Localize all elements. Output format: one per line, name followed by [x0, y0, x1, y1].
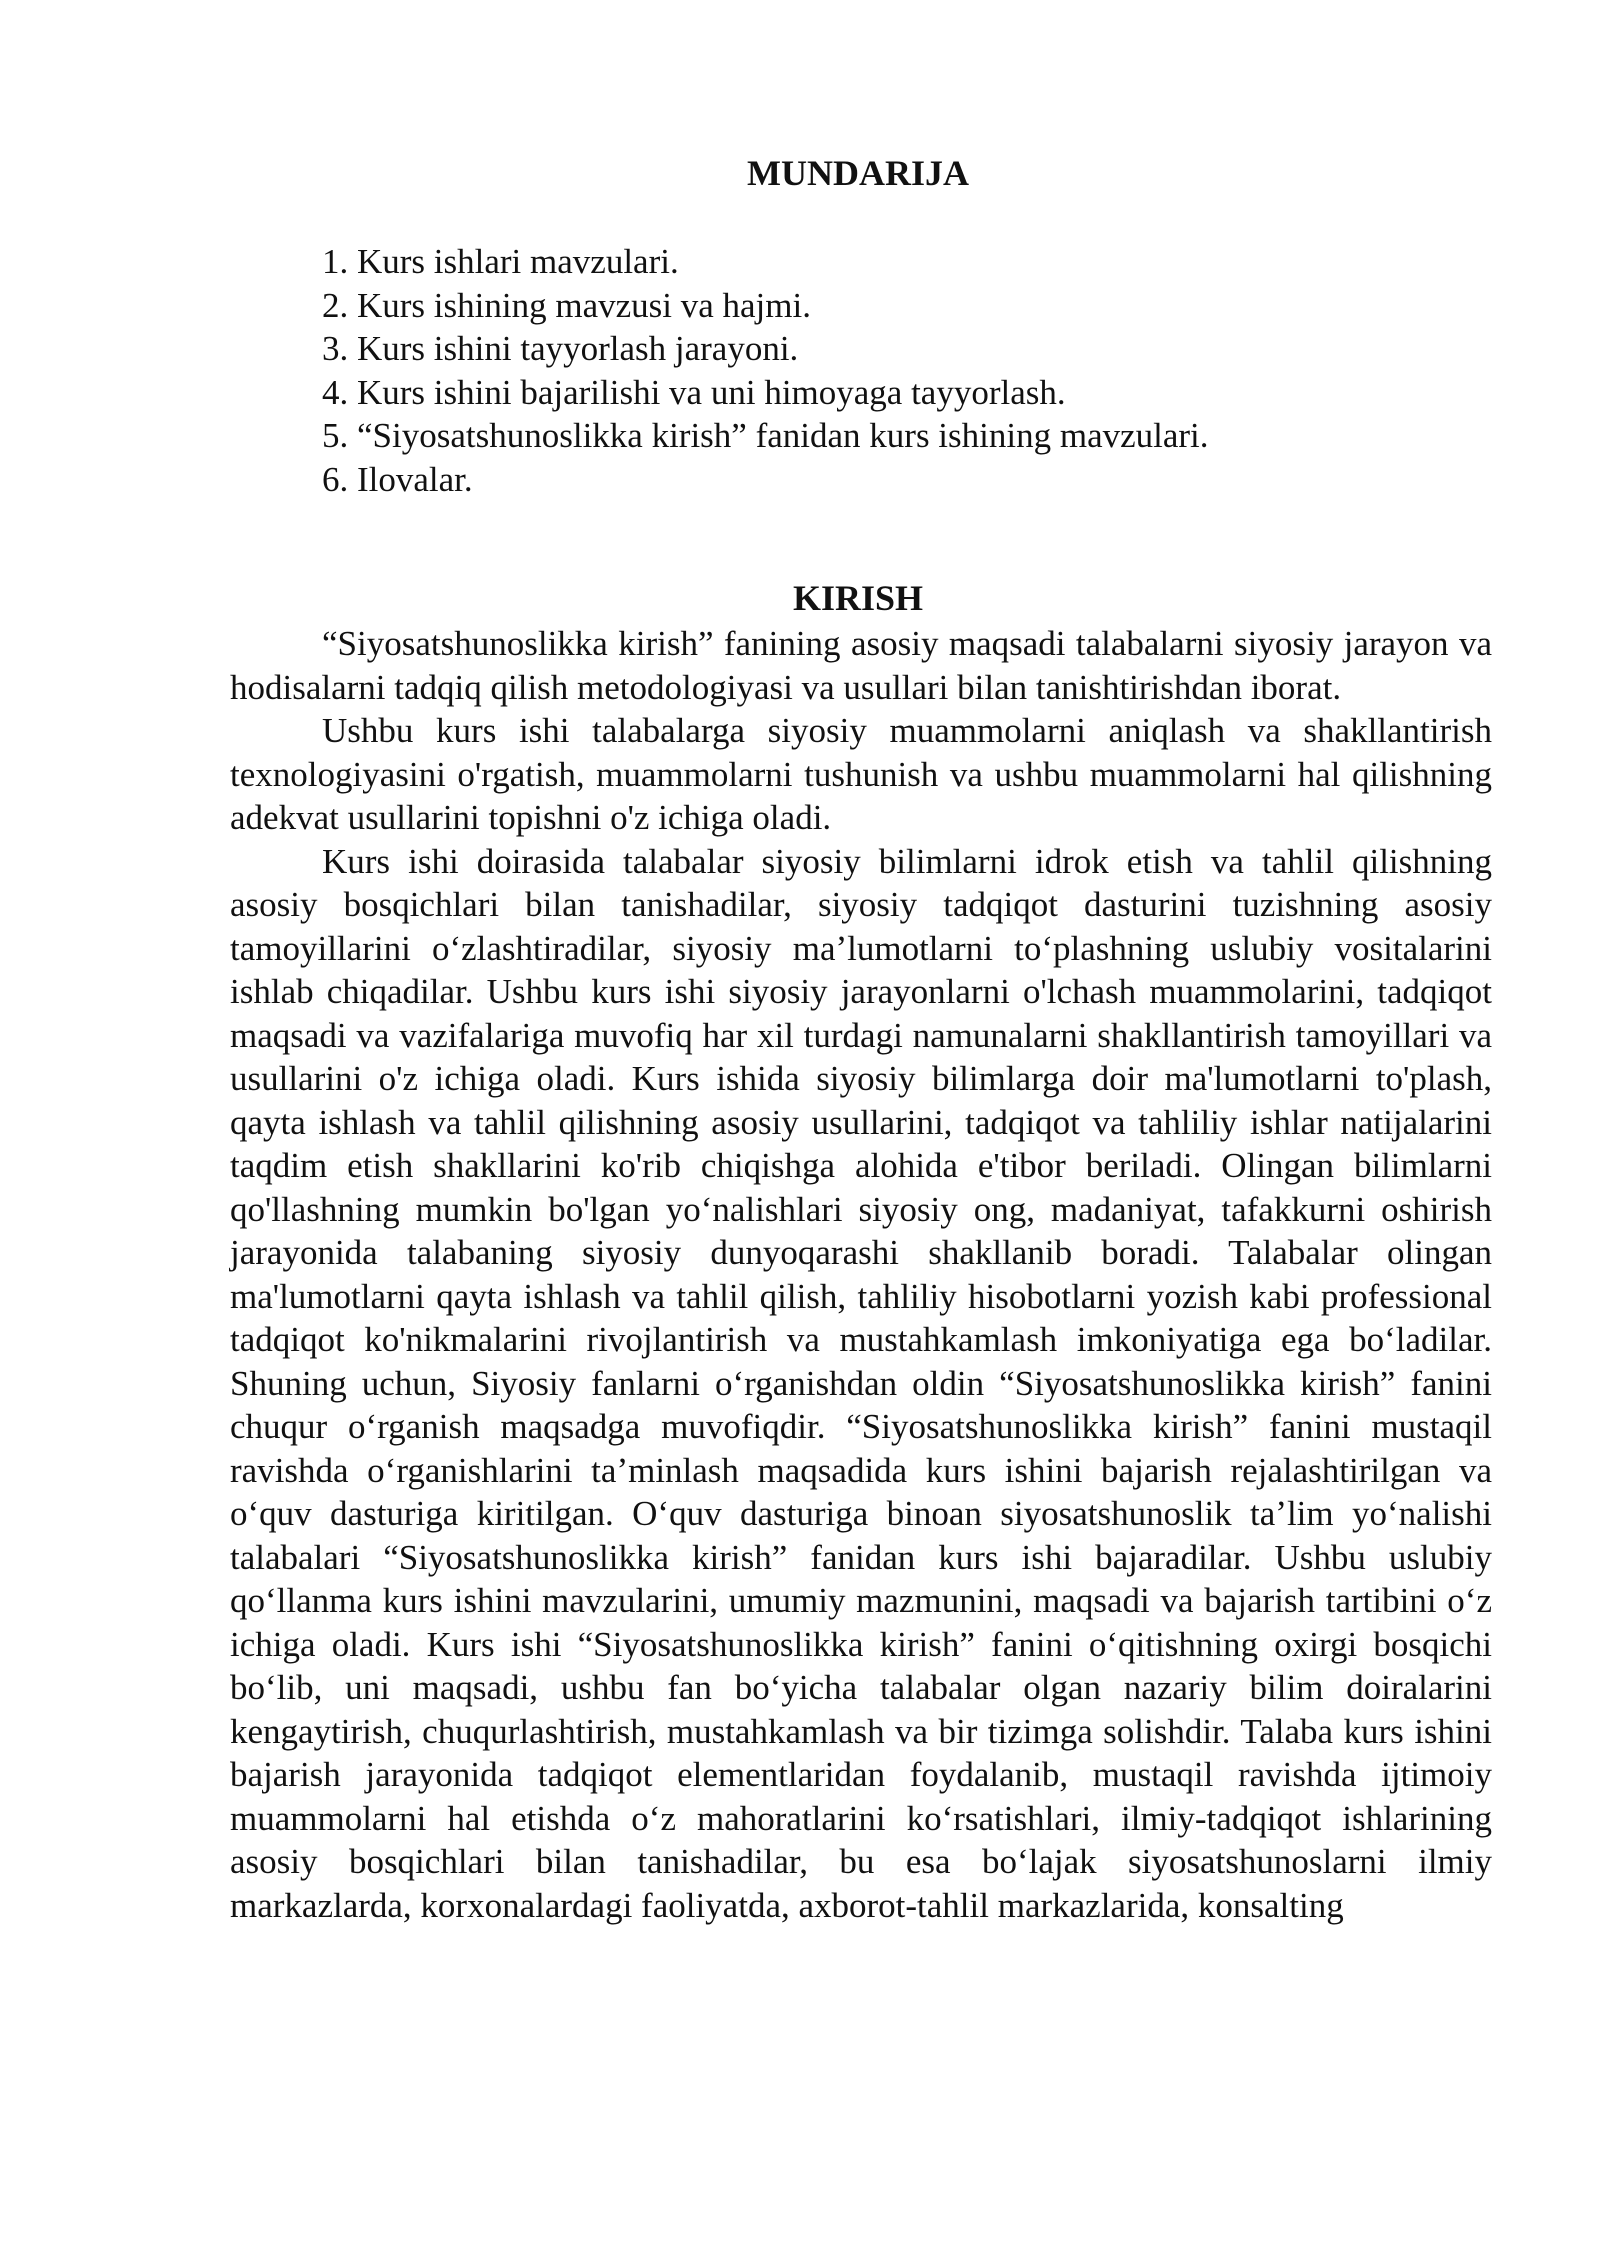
intro-title: KIRISH	[792, 578, 924, 618]
toc-item: 3. Kurs ishini tayyorlash jarayoni.	[322, 329, 799, 368]
intro-body	[230, 622, 1492, 1927]
intro-paragraph: Kurs ishi doirasida talabalar siyosiy bilimlarni idrok etish va tahlil qilishning asosiy bosqichlari bilan tanishadilar, siyosiy tadqiqot dasturini tuzishning asosiy tamoyillarini oʻzlashtiradilar, siyosiy maʼlumotlarni toʻplashning uslubiy vositalarini ishlab chiqadilar. Ushbu kurs ishi siyosiy jarayonlarni o'lchash muammolarini, tadqiqot maqsadi va vazifalariga muvofiq har xil turdagi namunalarni shakllantirish tamoyillari va usullarini o'z ichiga oladi. Kurs ishida siyosiy bilimlarga doir ma'lumotlarni to'plash, qayta ishlash va tahlil qilishning asosiy usullarini, tadqiqot va tahliliy ishlar natijalarini taqdim etish shakllarini ko'rib chiqishga alohida e'tibor beriladi. Olingan bilimlarni qo'llashning mumkin bo'lgan yoʻnalishlari siyosiy ong, madaniyat, tafakkurni oshirish jarayonida talabaning siyosiy dunyoqarashi shakllanib boradi. Talabalar olingan ma'lumotlarni qayta ishlash va tahlil qilish, tahliliy hisobotlarni yozish kabi professional tadqiqot ko'nikmalarini rivojlantirish va mustahkamlash imkoniyatiga ega boʻladilar. Shuning uchun, Siyosiy fanlarni oʻrganishdan oldin “Siyosatshunoslikka kirish” fanini chuqur oʻrganish maqsadga muvofiqdir. “Siyosatshunoslikka kirish” fanini mustaqil ravishda oʻrganishlarini taʼminlash maqsadida kurs ishini bajarish rejalashtirilgan va oʻquv dasturiga kiritilgan. Oʻquv dasturiga binoan siyosatshunoslik taʼlim yoʻnalishi talabalari “Siyosatshunoslikka kirish” fanidan kurs ishi bajaradilar. Ushbu uslubiy qoʻllanma kurs ishini mavzularini, umumiy mazmunini, maqsadi va bajarish tartibini oʻz ichiga oladi. Kurs ishi “Siyosatshunoslikka kirish” fanini oʻqitishning oxirgi bosqichi boʻlib, uni maqsadi, ushbu fan boʻyicha talabalar olgan nazariy bilim doiralarini kengaytirish, chuqurlashtirish, mustahkamlash va bir tizimga solishdir. Talaba kurs ishini bajarish jarayonida tadqiqot elementlaridan foydalanib, mustaqil ravishda ijtimoiy muammolarni hal etishda oʻz mahoratlarini koʻrsatishlari, ilmiy-tadqiqot ishlarining asosiy bosqichlari bilan tanishadilar, bu esa boʻlajak siyosatshunoslarni ilmiy markazlarda, korxonalardagi faoliyatda, axborot-tahlil markazlarida, konsalting	[230, 841, 1492, 1925]
toc-item: 5. “Siyosatshunoslikka kirish” fanidan kurs ishining mavzulari.	[322, 416, 1209, 455]
intro-paragraph: “Siyosatshunoslikka kirish” fanining asosiy maqsadi talabalarni siyosiy jarayon va hodisalarni tadqiq qilish metodologiyasi va usullari bilan tanishtirishdan iborat.	[230, 624, 1492, 707]
toc-item: 6. Ilovalar.	[322, 459, 473, 499]
toc-title: MUNDARIJA	[747, 153, 969, 193]
toc-list	[322, 240, 1209, 501]
toc-item: 2. Kurs ishining mavzusi va hajmi.	[322, 285, 811, 325]
intro-paragraph: Ushbu kurs ishi talabalarga siyosiy muammolarni aniqlash va shakllantirish texnologiyasini o'rgatish, muammolarni tushunish va ushbu muammolarni hal qilishning adekvat usullarini topishni o'z ichiga oladi.	[230, 711, 1492, 837]
toc-item: 1. Kurs ishlari mavzulari.	[322, 242, 679, 281]
toc-item: 4. Kurs ishini bajarilishi va uni himoyaga tayyorlash.	[322, 372, 1066, 412]
